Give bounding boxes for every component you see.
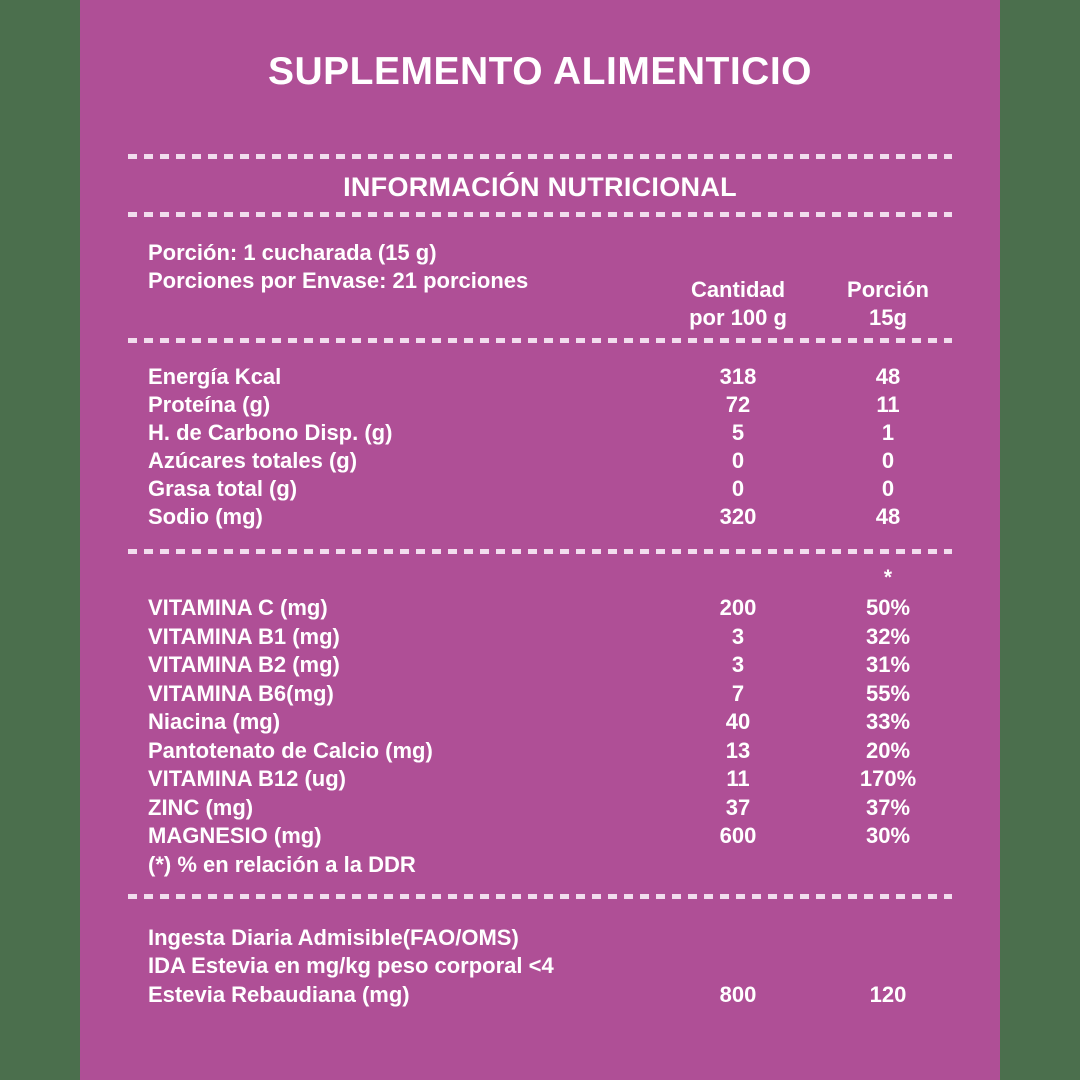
value-per-100g: 7 bbox=[731, 680, 745, 706]
value-per-portion: 48 bbox=[875, 504, 901, 529]
spacer bbox=[663, 564, 813, 592]
value-per-portion: 120 bbox=[869, 982, 907, 1007]
table-row bbox=[80, 680, 1000, 709]
macros-table bbox=[80, 363, 1000, 531]
value-per-100g: 13 bbox=[725, 737, 751, 763]
value-per-portion: 48 bbox=[875, 364, 901, 389]
nutrition-panel bbox=[80, 0, 1000, 1080]
row-label: ZINC (mg) bbox=[148, 794, 254, 820]
ida-section bbox=[80, 924, 1000, 1009]
row-label: H. de Carbono Disp. (g) bbox=[148, 420, 393, 445]
table-row bbox=[80, 391, 1000, 419]
table-row bbox=[80, 708, 1000, 737]
table-row bbox=[80, 447, 1000, 475]
value-per-portion: 20% bbox=[865, 737, 911, 763]
table-row bbox=[80, 980, 1000, 1009]
table-row bbox=[80, 594, 1000, 623]
value-per-portion: 31% bbox=[865, 652, 911, 677]
value-per-portion: 11 bbox=[876, 392, 900, 417]
table-row bbox=[80, 737, 1000, 766]
row-label: VITAMINA B6(mg) bbox=[148, 680, 334, 706]
row-label: Grasa total (g) bbox=[148, 476, 298, 501]
value-per-portion: 0 bbox=[881, 448, 895, 473]
row-label: MAGNESIO (mg) bbox=[148, 823, 322, 848]
value-per-100g: 72 bbox=[725, 392, 751, 417]
section-title: INFORMACIÓN NUTRICIONAL bbox=[343, 172, 737, 202]
table-row bbox=[80, 419, 1000, 447]
ida-stevia-line: IDA Estevia en mg/kg peso corporal <4 bbox=[148, 953, 554, 978]
value-per-100g: 0 bbox=[731, 448, 745, 473]
value-per-100g: 600 bbox=[719, 823, 757, 848]
value-per-100g: 320 bbox=[719, 504, 757, 529]
table-row bbox=[80, 765, 1000, 794]
row-label: VITAMINA C (mg) bbox=[148, 595, 328, 620]
value-per-100g: 40 bbox=[725, 709, 751, 734]
value-per-100g: 800 bbox=[719, 982, 757, 1007]
value-per-100g: 11 bbox=[726, 766, 750, 791]
vitamins-rows bbox=[80, 594, 1000, 851]
value-per-100g: 200 bbox=[719, 595, 757, 620]
serving-size: Porción: 1 cucharada (15 g) bbox=[148, 240, 437, 265]
row-label: Sodio (mg) bbox=[148, 504, 263, 529]
divider bbox=[128, 549, 952, 554]
row-label: Niacina (mg) bbox=[148, 709, 281, 734]
row-label: VITAMINA B1 (mg) bbox=[148, 623, 340, 649]
vitamins-table bbox=[80, 594, 1000, 879]
ddr-note: (*) % en relación a la DDR bbox=[148, 851, 416, 877]
value-per-portion: 0 bbox=[881, 476, 895, 501]
row-label: VITAMINA B12 (ug) bbox=[148, 766, 346, 791]
value-per-portion: 32% bbox=[865, 623, 911, 649]
value-per-portion: 55% bbox=[865, 680, 911, 706]
row-label: Pantotenato de Calcio (mg) bbox=[148, 737, 433, 763]
row-label: Azúcares totales (g) bbox=[148, 448, 358, 473]
table-row bbox=[80, 475, 1000, 503]
table-row bbox=[80, 623, 1000, 652]
page-title: SUPLEMENTO ALIMENTICIO bbox=[267, 50, 812, 93]
value-per-100g: 3 bbox=[731, 652, 745, 677]
row-label: Proteína (g) bbox=[148, 392, 271, 417]
column-header-per-100g: Cantidad por 100 g bbox=[689, 277, 787, 330]
value-per-portion: 33% bbox=[865, 709, 911, 734]
value-per-portion: 30% bbox=[865, 823, 911, 848]
value-per-portion: 1 bbox=[881, 420, 895, 445]
ida-heading: Ingesta Diaria Admisible(FAO/OMS) bbox=[148, 925, 519, 950]
row-label: Energía Kcal bbox=[148, 364, 282, 389]
row-label: VITAMINA B2 (mg) bbox=[148, 652, 340, 677]
asterisk-marker: * bbox=[883, 566, 893, 589]
divider bbox=[128, 894, 952, 899]
divider bbox=[128, 338, 952, 343]
value-per-portion: 37% bbox=[865, 794, 911, 820]
column-header-portion: Porción 15g bbox=[847, 277, 929, 330]
column-headers bbox=[80, 276, 1000, 332]
table-row bbox=[80, 822, 1000, 851]
row-label: Estevia Rebaudiana (mg) bbox=[148, 982, 410, 1007]
value-per-100g: 0 bbox=[731, 476, 745, 501]
spacer bbox=[148, 276, 663, 332]
value-per-100g: 37 bbox=[725, 794, 751, 820]
value-per-100g: 5 bbox=[731, 420, 745, 445]
value-per-100g: 3 bbox=[731, 623, 745, 649]
servings-per-container: Porciones por Envase: 21 porciones bbox=[148, 268, 529, 293]
table-row bbox=[80, 794, 1000, 823]
table-row bbox=[80, 503, 1000, 531]
table-row bbox=[80, 363, 1000, 391]
asterisk-row bbox=[80, 564, 1000, 592]
value-per-portion: 170% bbox=[859, 766, 917, 791]
value-per-100g: 318 bbox=[719, 364, 757, 389]
spacer bbox=[148, 564, 663, 592]
value-per-portion: 50% bbox=[865, 595, 911, 620]
divider bbox=[128, 212, 952, 217]
table-row bbox=[80, 651, 1000, 680]
divider bbox=[128, 154, 952, 159]
